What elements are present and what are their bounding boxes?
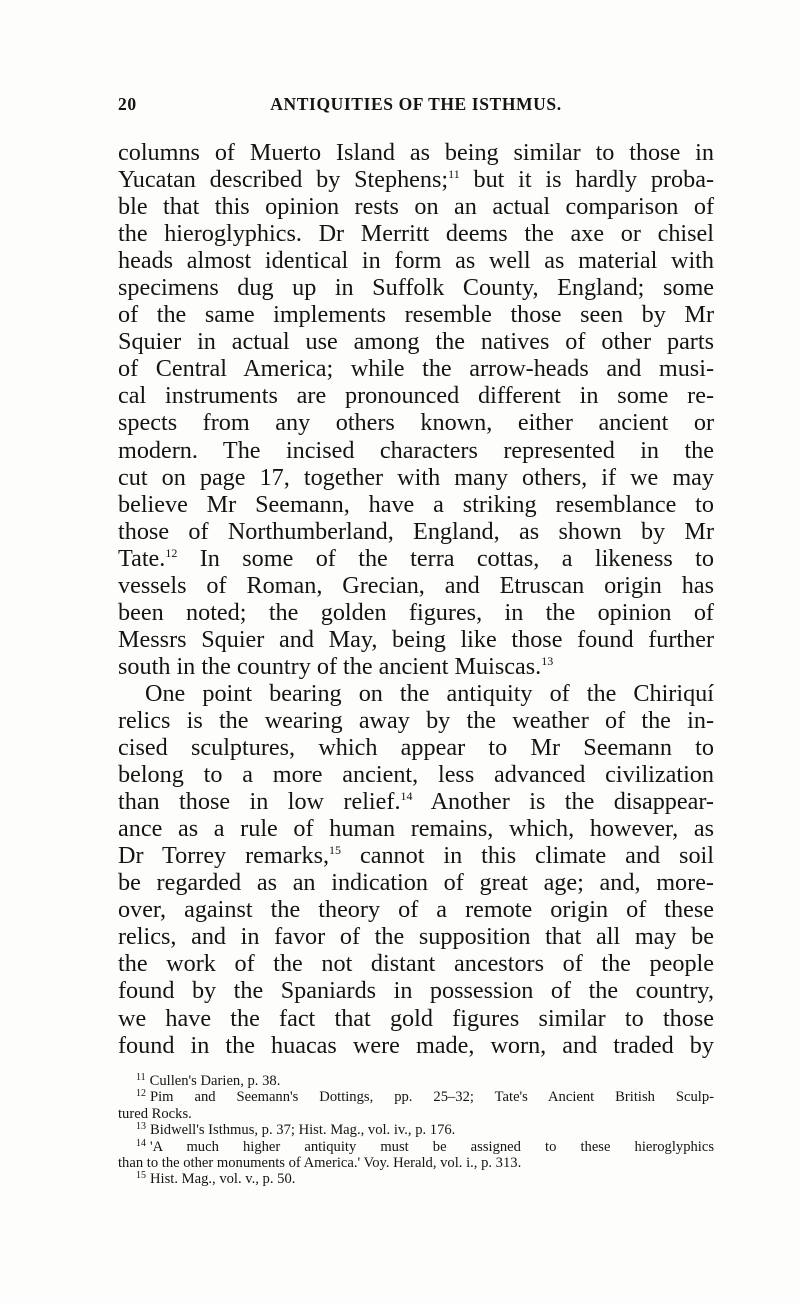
text-line: south in the country of the ancient Muiscas.$^{13}$ bbox=[118, 652, 554, 680]
footnote-11: $^{11}$ Cullen's Darien, p. 38. bbox=[136, 1072, 281, 1089]
text-line: specimens dug up in Suffolk County, England; some bbox=[118, 274, 714, 302]
running-header bbox=[118, 94, 714, 118]
text-line: cised sculptures, which appear to Mr Seemann to bbox=[118, 734, 714, 762]
text-line: the work of the not distant ancestors of the people bbox=[118, 950, 714, 978]
text-line: columns of Muerto Island as being similar to those in bbox=[118, 139, 714, 166]
text-line: found by the Spaniards in possession of the country, bbox=[118, 977, 714, 1005]
text-line: of the same implements resemble those seen by Mr bbox=[118, 301, 714, 329]
footnote-12: $^{12}$ Pim and Seemann's Dottings, pp. 25–32; Tate's Ancient British Sculp- bbox=[136, 1088, 714, 1106]
text-line: been noted; the golden figures, in the opinion of bbox=[118, 598, 714, 626]
footnote-ref: 13 bbox=[541, 653, 554, 668]
text-line: Tate.$^{12}$ In some of the terra cottas, a likeness to bbox=[118, 544, 714, 572]
text-line: modern. The incised characters represented in the bbox=[118, 436, 714, 464]
text-line: Yucatan described by Stephens;$^{11}$ but it is hardly proba- bbox=[118, 166, 714, 194]
text-line: the hieroglyphics. Dr Merritt deems the axe or chisel bbox=[118, 220, 714, 248]
text-line: ble that this opinion rests on an actual comparison of bbox=[118, 193, 714, 221]
footnote-ref: 14 bbox=[400, 789, 413, 804]
text-line: found in the huacas were made, worn, and traded by bbox=[118, 1031, 714, 1059]
page-number: 20 bbox=[118, 94, 137, 114]
text-line: those of Northumberland, England, as shown by Mr bbox=[118, 517, 714, 545]
text-line: heads almost identical in form as well as material with bbox=[118, 247, 714, 275]
running-title: ANTIQUITIES OF THE ISTHMUS. bbox=[270, 94, 562, 114]
body-text bbox=[118, 139, 714, 1059]
text-line: over, against the theory of a remote origin of these bbox=[118, 896, 714, 924]
footnote-ref: 11 bbox=[448, 167, 460, 182]
footnote-ref: 12 bbox=[165, 545, 178, 560]
text-line: Dr Torrey remarks,$^{15}$ cannot in this climate and soil bbox=[118, 842, 714, 870]
footnote-12-cont: tured Rocks. bbox=[118, 1105, 192, 1122]
text-line: belong to a more ancient, less advanced civilization bbox=[118, 761, 714, 789]
footnote-14: $^{14}$ 'A much higher antiquity must be assigned to these hieroglyphics bbox=[136, 1137, 714, 1155]
paragraph-start: One point bearing on the antiquity of the Chiriquí bbox=[145, 679, 714, 707]
text-line: we have the fact that gold figures similar to those bbox=[118, 1004, 714, 1032]
text-line: spects from any others known, either ancient or bbox=[118, 409, 714, 437]
footnotes bbox=[118, 1073, 714, 1188]
footnote-ref: 15 bbox=[329, 843, 342, 858]
footnote-13: $^{13}$ Bidwell's Isthmus, p. 37; Hist. Mag., vol. iv., p. 176. bbox=[136, 1121, 456, 1139]
text-line: believe Mr Seemann, have a striking resemblance to bbox=[118, 490, 714, 518]
text-line: be regarded as an indication of great age; and, more- bbox=[118, 869, 714, 897]
text-line: vessels of Roman, Grecian, and Etruscan origin has bbox=[118, 571, 714, 599]
text-line: cut on page 17, together with many others, if we may bbox=[118, 463, 714, 491]
text-line: relics is the wearing away by the weather of the in- bbox=[118, 706, 714, 734]
text-line: of Central America; while the arrow-heads and musi- bbox=[118, 355, 714, 383]
text-line: Squier in actual use among the natives of other parts bbox=[118, 328, 714, 356]
text-line: ance as a rule of human remains, which, however, as bbox=[118, 815, 714, 843]
text-line: relics, and in favor of the supposition that all may be bbox=[118, 923, 714, 951]
text-line: Messrs Squier and May, being like those found further bbox=[118, 625, 714, 653]
footnote-15: $^{15}$ Hist. Mag., vol. v., p. 50. bbox=[136, 1170, 296, 1188]
text-line: cal instruments are pronounced different in some re- bbox=[118, 382, 714, 410]
text-line: than those in low relief.$^{14}$ Another is the disappear- bbox=[118, 788, 714, 816]
footnote-14-cont: than to the other monuments of America.' Voy. Herald, vol. i., p. 313. bbox=[118, 1154, 522, 1171]
